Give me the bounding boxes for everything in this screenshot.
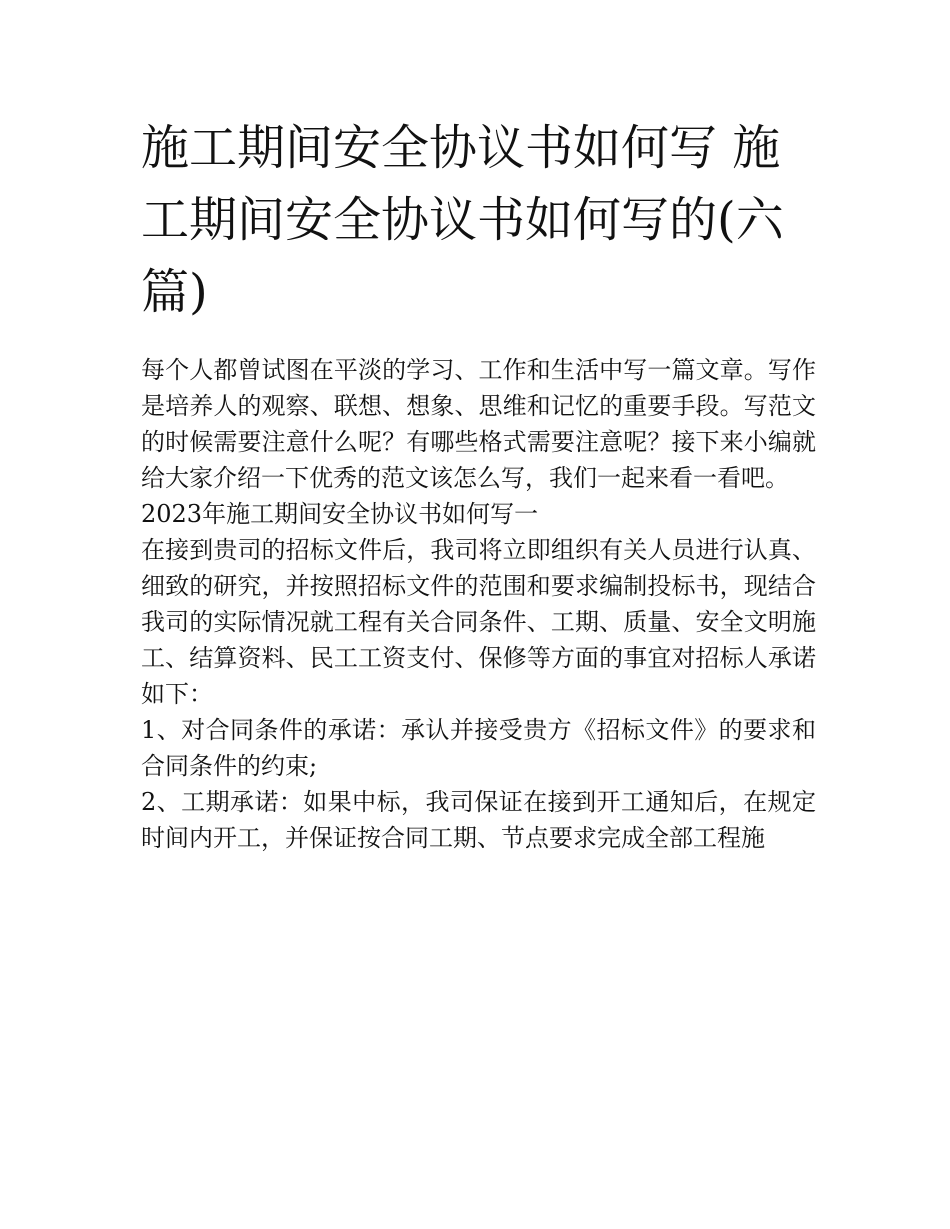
intro-paragraph: 每个人都曾试图在平淡的学习、工作和生活中写一篇文章。写作是培养人的观察、联想、想象、思维和记忆的重要手段。写范文的时候需要注意什么呢？有哪些格式需要注意呢？接下来小编就给大家介绍一下优秀的范文该怎么写，我们一起来看一看吧。 — [141, 356, 816, 492]
document-title: 施工期间安全协议书如何写 施工期间安全协议书如何写的(六篇) — [141, 120, 784, 320]
list-item: 1、对合同条件的承诺：承认并接受贵方《招标文件》的要求和合同条件的约束; — [141, 716, 816, 780]
body-paragraph: 在接到贵司的招标文件后，我司将立即组织有关人员进行认真、细致的研究，并按照招标文件的范围和要求编制投标书，现结合我司的实际情况就工程有关合同条件、工期、质量、安全文明施工、结算资料、民工工资支付、保修等方面的事宜对招标人承诺如下： — [141, 536, 816, 708]
document-body — [141, 352, 816, 856]
document-content — [141, 112, 816, 856]
list-item: 2、工期承诺：如果中标，我司保证在接到开工通知后，在规定时间内开工，并保证按合同工期、节点要求完成全部工程施 — [141, 788, 816, 852]
section-heading: 2023年施工期间安全协议书如何写一 — [141, 500, 539, 528]
